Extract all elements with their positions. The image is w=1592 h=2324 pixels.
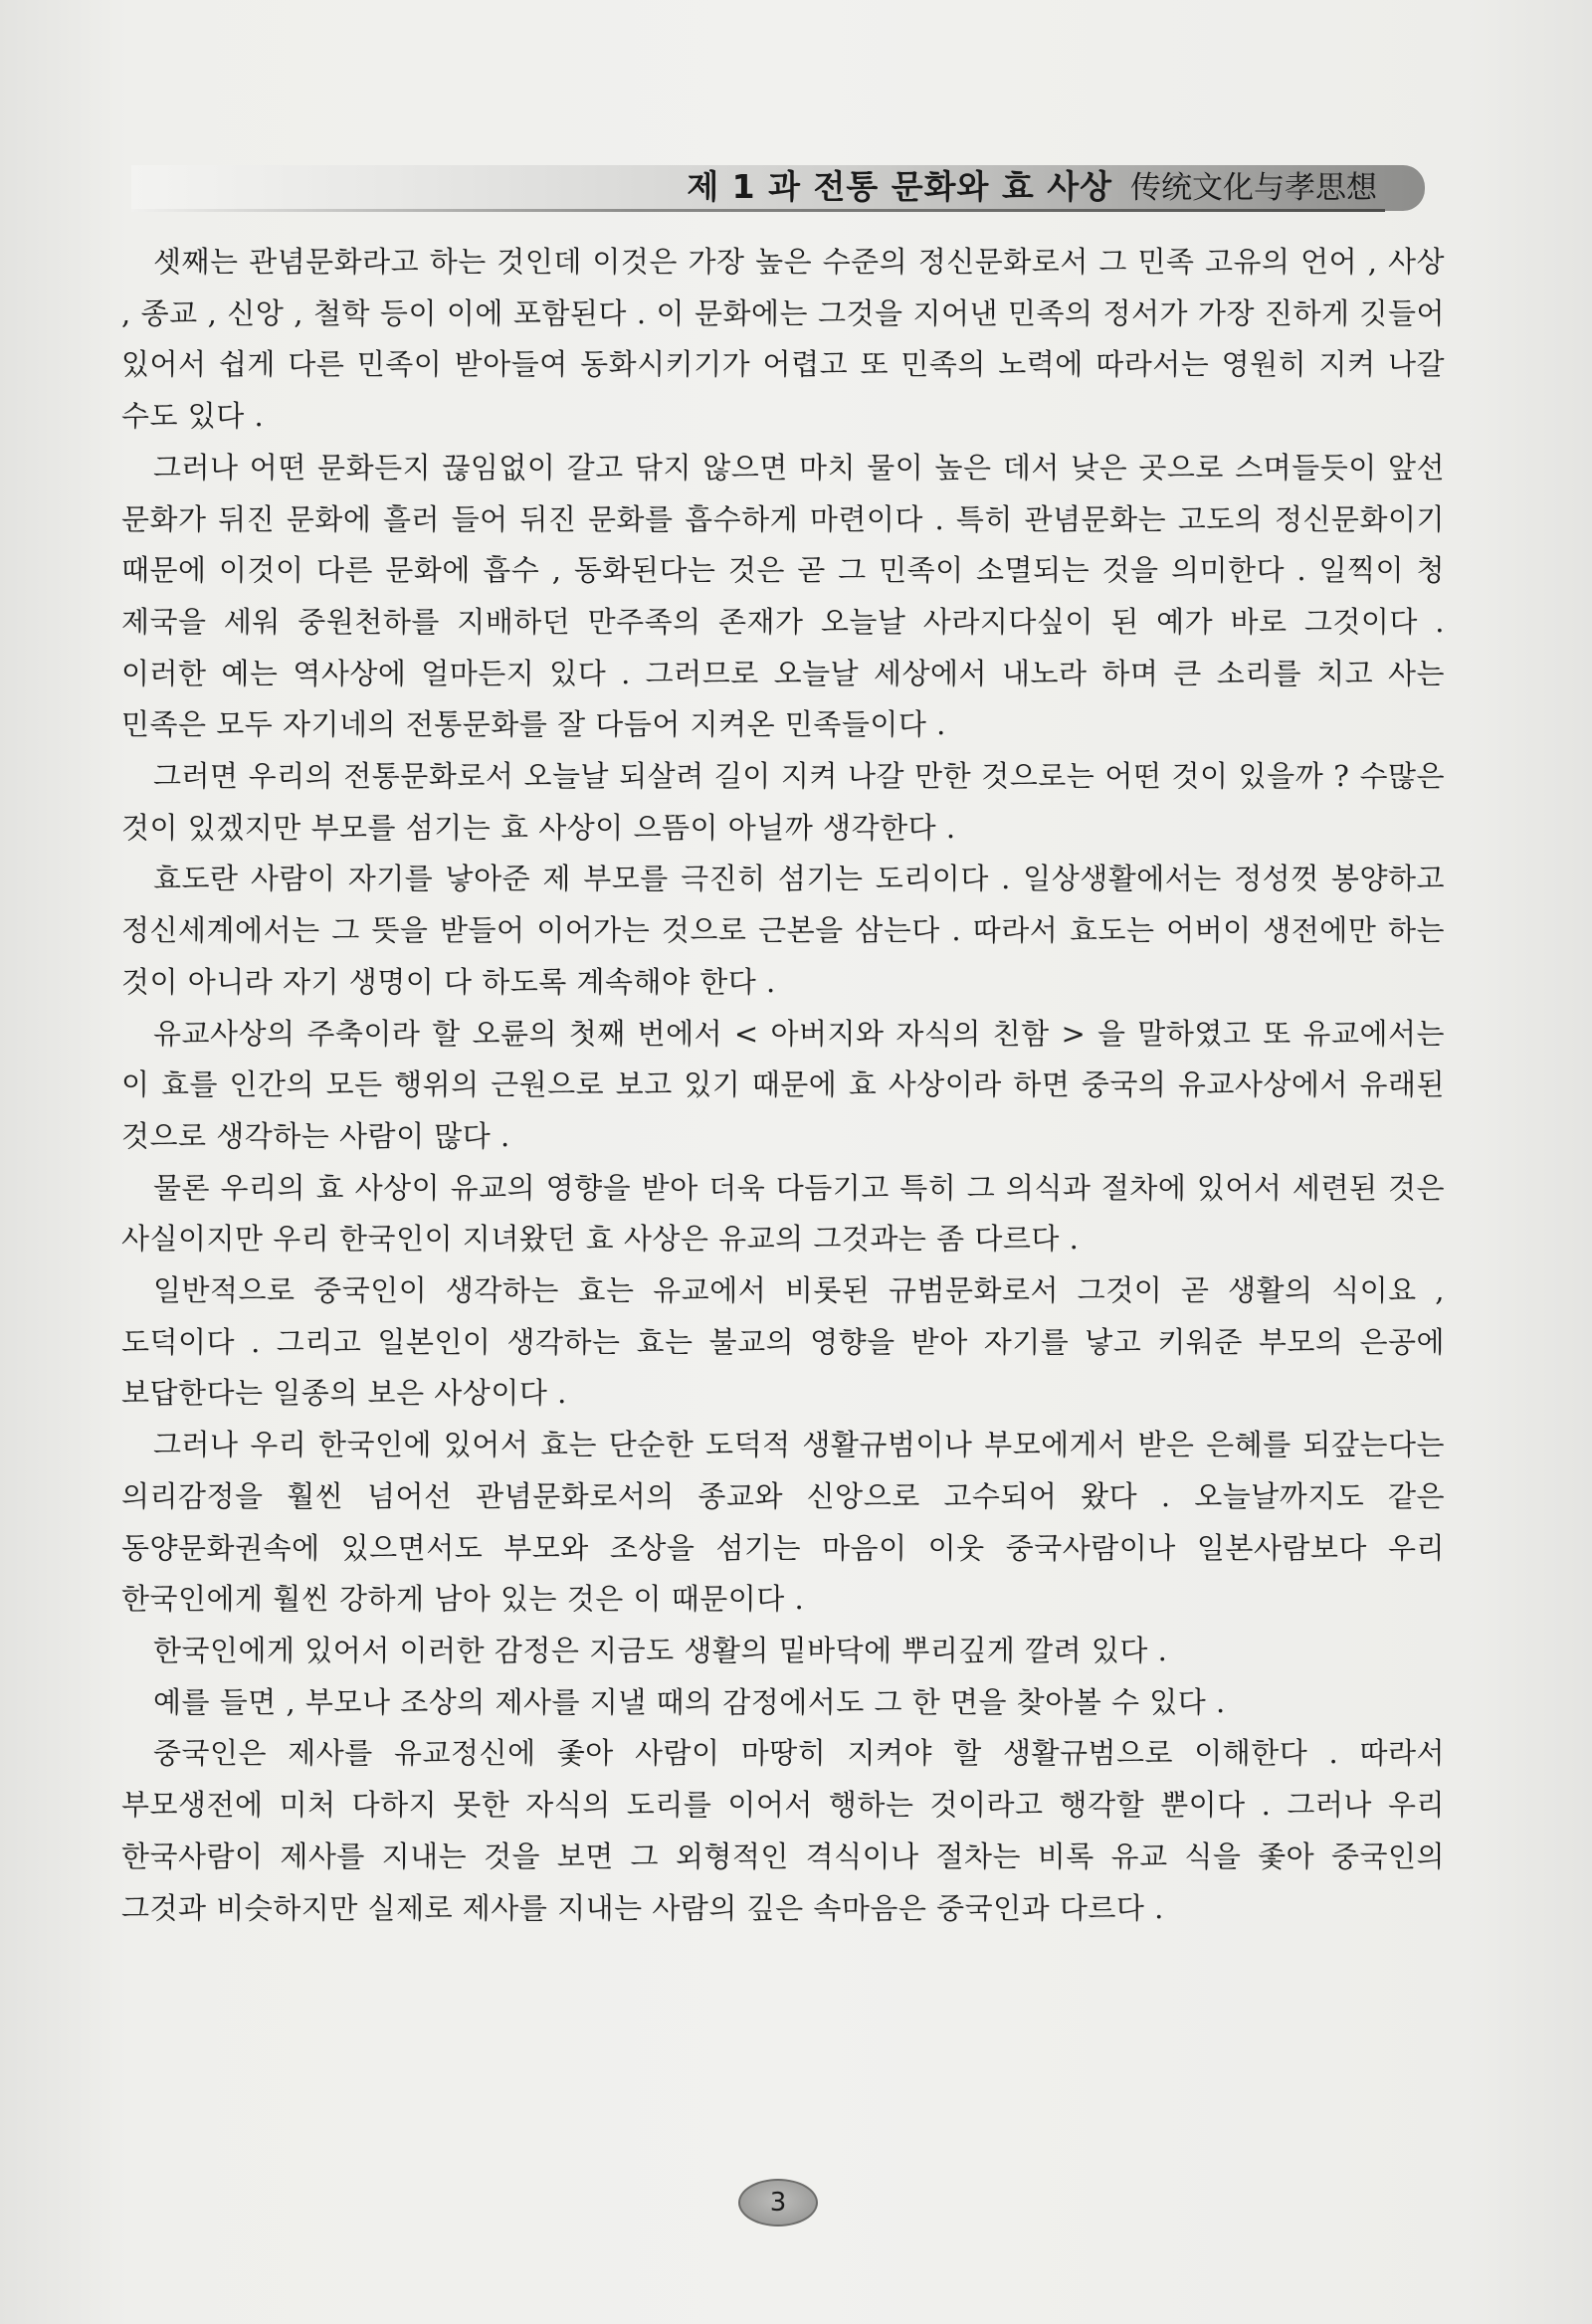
- paragraph: 그러나 어떤 문화든지 끊임없이 갈고 닦지 않으면 마치 물이 높은 데서 낮은 곳으로 스며들듯이 앞선 문화가 뒤진 문화에 흘러 들어 뒤진 문화를 흡수하게 마련이다 . 특히 관념문화는 고도의 정신문화이기 때문에 이것이 다른 문화에 흡수 , 동화된다는 것은 곧 그 민족이 소멸되는 것을 의미한다 . 일찍이 청 제국을 세워 중원천하를 지배하던 만주족의 존재가 오늘날 사라지다싶이 된 예가 바로 그것이다 . 이러한 예는 역사상에 얼마든지 있다 . 그러므로 오늘날 세상에서 내노라 하며 큰 소리를 치고 사는 민족은 모두 자기네의 전통문화를 잘 다듬어 지켜온 민족들이다 .: [121, 450, 1445, 742]
- lesson-title: 제 1 과 전통 문화와 효 사상: [687, 167, 1112, 206]
- paragraph: 유교사상의 주축이라 할 오륜의 첫째 번에서 < 아버지와 자식의 친함 > 을 말하였고 또 유교에서는 이 효를 인간의 모든 행위의 근원으로 보고 있기 때문에 효 사상이라 하면 중국의 유교사상에서 유래된 것으로 생각하는 사람이 많다 .: [121, 1016, 1445, 1153]
- paragraph: 그러나 우리 한국인에 있어서 효는 단순한 도덕적 생활규범이나 부모에게서 받은 은혜를 되갚는다는 의리감정을 훨씬 넘어선 관념문화로서의 종교와 신앙으로 고수되어 왔다 . 오늘날까지도 같은 동양문화권속에 있으면서도 부모와 조상을 섬기는 마음이 이웃 중국사람이나 일본사람보다 우리 한국인에게 훨씬 강하게 남아 있는 것은 이 때문이다 .: [121, 1428, 1445, 1617]
- paragraph: 중국인은 제사를 유교정신에 좇아 사람이 마땅히 지켜야 할 생활규범으로 이해한다 . 따라서 부모생전에 미처 다하지 못한 자식의 도리를 이어서 행하는 것이라고 행각할 뿐이다 . 그러나 우리 한국사람이 제사를 지내는 것을 보면 그 외형적인 격식이나 절차는 비록 유교 식을 좇아 중국인의 그것과 비슷하지만 실제로 제사를 지내는 사람의 깊은 속마음은 중국인과 다르다 .: [121, 1736, 1445, 1925]
- page-number-badge: 3: [738, 2179, 818, 2227]
- paragraph: 그러면 우리의 전통문화로서 오늘날 되살려 길이 지켜 나갈 만한 것으로는 어떤 것이 있을까 ? 수많은 것이 있겠지만 부모를 섬기는 효 사상이 으뜸이 아닐까 생각한다 .: [121, 759, 1445, 845]
- paragraph: 한국인에게 있어서 이러한 감정은 지금도 생활의 밑바닥에 뿌리깊게 깔려 있다 .: [153, 1633, 1168, 1667]
- paragraph: 물론 우리의 효 사상이 유교의 영향을 받아 더욱 다듬기고 특히 그 의식과 절차에 있어서 세련된 것은 사실이지만 우리 한국인이 지녀왔던 효 사상은 유교의 그것과는 좀 다르다 .: [121, 1170, 1445, 1257]
- running-header: [131, 155, 1425, 217]
- paragraph: 효도란 사람이 자기를 낳아준 제 부모를 극진히 섬기는 도리이다 . 일상생활에서는 정성껏 봉양하고 정신세계에서는 그 뜻을 받들어 이어가는 것으로 근본을 삼는다 . 따라서 효도는 어버이 생전에만 하는 것이 아니라 자기 생명이 다 하도록 계속해야 한다 .: [121, 862, 1445, 999]
- lesson-title-chinese: 传统文化与孝思想: [1130, 170, 1377, 206]
- paragraph: 일반적으로 중국인이 생각하는 효는 유교에서 비롯된 규범문화로서 그것이 곧 생활의 식이요 , 도덕이다 . 그리고 일본인이 생각하는 효는 불교의 영향을 받아 자기를 낳고 키워준 부모의 은공에 보답한다는 일종의 보은 사상이다 .: [121, 1273, 1445, 1411]
- main-text: [121, 237, 1445, 1934]
- paragraph: 예를 들면 , 부모나 조상의 제사를 지낼 때의 감정에서도 그 한 면을 찾아볼 수 있다 .: [153, 1684, 1226, 1719]
- paragraph: 셋째는 관념문화라고 하는 것인데 이것은 가장 높은 수준의 정신문화로서 그 민족 고유의 언어 , 사상 , 종교 , 신앙 , 철학 등이 이에 포함된다 . 이 문화에는 그것을 지어낸 민족의 정서가 가장 진하게 깃들어 있어서 쉽게 다른 민족이 받아들여 동화시키기가 어렵고 또 민족의 노력에 따라서는 영원히 지켜 나갈 수도 있다 .: [121, 245, 1445, 434]
- header-title: [687, 165, 1377, 210]
